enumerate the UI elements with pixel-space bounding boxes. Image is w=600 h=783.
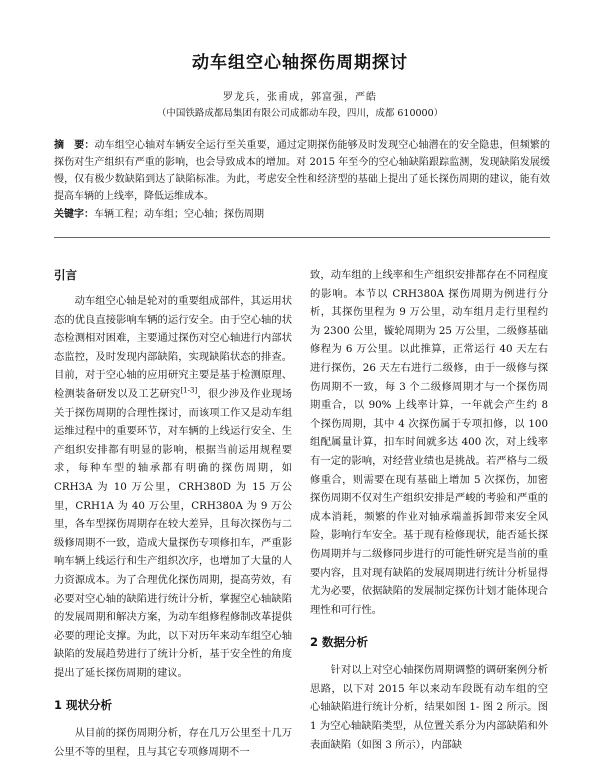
citation-marker: [1-3] — [180, 386, 198, 395]
abstract-label: 摘 要： — [54, 140, 95, 151]
section1-paragraph: 从目前的探伤周期分析，存在几万公里至十几万公里不等的里程，且与其它专项修周期不一 — [54, 727, 292, 759]
section2-heading: 2 数据分析 — [310, 635, 369, 650]
right-column — [310, 266, 548, 754]
keywords-label: 关键字： — [54, 209, 94, 220]
intro-paragraph — [54, 292, 292, 682]
intro-text-part2: ，很少涉及作业现场关于探伤周期的合理性探讨，而该项工作又是动车组运维过程中的重要环节，对车辆的上线运行安全、生产组织安排都有明显的影响，根据当前运用规程要求，每种车型的轴承都有明确的探伤周期，如 CRH3A 为 10 万公里，CRH380D 为 15 万公里，CRH1A 为 40 万公里，CRH380A 为 9 万公里，各车型探伤周期存在较大差异，且每次探伤与二级修周期不一致，造成大量探伤专项修扣车，严重影响车辆上线运行和生产组织次序，也增加了大量的人力资源成本。为了合理优化探伤周期，提高劳效，有必要对空心轴的缺陷进行统计分析，掌握空心轴缺陷的发展周期和解决方案，为动车组修程修制改革提供必要的理论支撑。为此，以下对历年来动车组空心轴缺陷的发展趋势进行了统计分析，基于安全性的角度提出了延长探伤周期的建议。 — [54, 387, 292, 679]
keywords-text: 车辆工程；动车组；空心轴；探伤周期 — [94, 209, 264, 220]
section2-paragraph: 针对以上对空心轴探伤周期调整的调研案例分析思路，以下对 2015 年以来动车段既有动车组的空心轴缺陷进行统计分析，结果如图 1- 图 2 所示。图 1 为空心轴缺陷类型，从位置关系分为内部缺陷和外表面缺陷（如图 3 所示），内部缺 — [310, 664, 548, 751]
intro-text-part1: 动车组空心轴是轮对的重要组成部件，其运用状态的优良直接影响车辆的运行安全。由于空心轴的状态检测相对困难，主要通过探伤对空心轴进行内部状态监控，及时发现内部缺陷，实现缺陷状态的排查。目前，对于空心轴的应用研究主要是基于检测原理、检测装备研发以及工艺研究 — [54, 295, 292, 400]
section1-heading: 1 现状分析 — [54, 698, 113, 713]
header-divider — [54, 237, 550, 238]
intro-heading: 引言 — [54, 268, 77, 282]
paper-title: 动车组空心轴探伤周期探讨 — [192, 53, 408, 73]
section1-continued-paragraph: 致，动车组的上线率和生产组织安排都存在不同程度的影响。本节以 CRH380A 探伤周期为例进行分析，其探伤里程为 9 万公里，动车组月走行里程约为 2300 公里，镟轮周期为 25 万公里，二级修基础修程为 6 万公里。以此推算，正常运行 40 天左右进行探伤，26 天左右进行二级修，由于一级修与探伤周期不一致，每 3 个二级修周期才与一个探伤周期重合，以 90% 上线率计算，一年就会产生约 8 个探伤周期，其中 4 次探伤属于专项扣修，以 100 组配属量计算，扣车时间就多达 400 次，对上线率有一定的影响，对经营业绩也是挑战。若严格与二级修重合，则需要在现有基础上增加 5 次探伤，加密探伤周期不仅对生产组织安排是严峻的考验和严重的成本消耗，频繁的作业对轴承端盖拆卸带来安全风险，影响行车安全。基于现有检修现状，能否延长探伤周期并与二级修同步进行的可能性研究是当前的重要内容，且对现有缺陷的发展周期进行统计分析显得尤为必要，依据缺陷的发展制定探伤计划才能体现合理性和可行性。 — [310, 269, 548, 616]
affiliation: （中国铁路成都局集团有限公司成都动车段，四川，成都 610000） — [156, 108, 444, 119]
abstract-text: 动车组空心轴对车辆安全运行至关重要，通过定期探伤能够及时发现空心轴潜在的安全隐患，但频繁的探伤对生产组织有严重的影响，也会导致成本的增加。对 2015 年至今的空心轴缺陷跟踪监测，发现缺陷发展缓慢，仅有极少数缺陷到达了缺陷标准。为此，考虑安全性和经济型的基础上提出了延长探伤周期的建议，能有效提高车辆的上线率，降低运维成本。 — [54, 140, 550, 202]
left-column — [54, 266, 292, 762]
abstract — [54, 137, 550, 205]
keywords — [54, 206, 550, 223]
author-list: 罗龙兵，张甫成，郭富强，严皓 — [223, 92, 377, 103]
